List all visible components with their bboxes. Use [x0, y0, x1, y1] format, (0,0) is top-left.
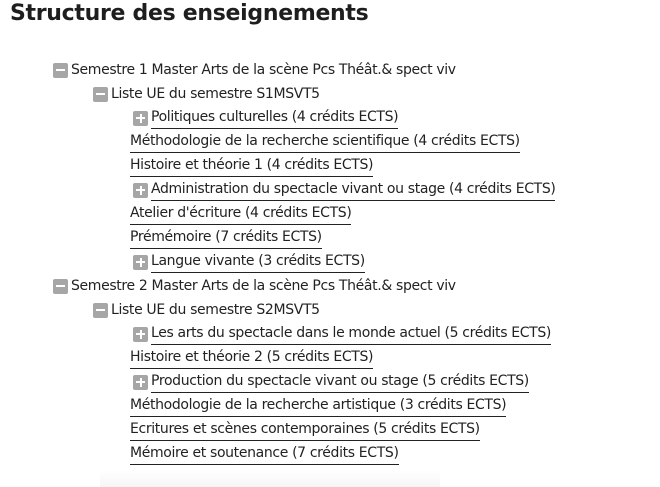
course-link[interactable]: Méthodologie de la recherche scientifique (4 crédits ECTS) [130, 131, 520, 153]
collapse-icon[interactable] [53, 63, 68, 78]
course-structure-tree [0, 58, 660, 466]
page-title: Structure des enseignements [10, 1, 369, 26]
tree-node-course[interactable] [0, 154, 660, 178]
ue-list-s2-label: Liste UE du semestre S2MSVT5 [111, 302, 320, 318]
course-link[interactable]: Langue vivante (3 crédits ECTS) [151, 251, 365, 273]
course-link[interactable]: Histoire et théorie 1 (4 crédits ECTS) [130, 155, 373, 177]
tree-node-course[interactable] [0, 178, 660, 202]
expand-icon[interactable] [133, 375, 148, 390]
expand-icon[interactable] [133, 111, 148, 126]
tree-node-course[interactable] [0, 322, 660, 346]
tree-node-course[interactable] [0, 346, 660, 370]
tree-node-course[interactable] [0, 442, 660, 466]
tree-node-course[interactable] [0, 202, 660, 226]
tree-node-course[interactable] [0, 130, 660, 154]
collapse-icon[interactable] [53, 279, 68, 294]
collapse-icon[interactable] [93, 303, 108, 318]
tree-node-semester-1[interactable] [0, 58, 660, 82]
course-link[interactable]: Histoire et théorie 2 (5 crédits ECTS) [130, 347, 373, 369]
tree-node-course[interactable] [0, 226, 660, 250]
expand-icon[interactable] [133, 183, 148, 198]
tree-node-course[interactable] [0, 250, 660, 274]
expand-icon[interactable] [133, 255, 148, 270]
course-link[interactable]: Production du spectacle vivant ou stage (5 crédits ECTS) [151, 371, 529, 393]
tree-node-course[interactable] [0, 394, 660, 418]
bottom-shadow [100, 470, 440, 487]
tree-node-course[interactable] [0, 106, 660, 130]
course-link[interactable]: Méthodologie de la recherche artistique (3 crédits ECTS) [130, 395, 506, 417]
collapse-icon[interactable] [93, 87, 108, 102]
tree-node-semester-2[interactable] [0, 274, 660, 298]
course-link[interactable]: Les arts du spectacle dans le monde actuel (5 crédits ECTS) [151, 323, 551, 345]
course-link[interactable]: Politiques culturelles (4 crédits ECTS) [151, 107, 398, 129]
ue-list-s1-label: Liste UE du semestre S1MSVT5 [111, 86, 320, 102]
course-link[interactable]: Atelier d'écriture (4 crédits ECTS) [130, 203, 351, 225]
expand-icon[interactable] [133, 327, 148, 342]
course-link[interactable]: Ecritures et scènes contemporaines (5 crédits ECTS) [130, 419, 480, 441]
semester-1-label: Semestre 1 Master Arts de la scène Pcs Théât.& spect viv [71, 62, 456, 78]
course-link[interactable]: Mémoire et soutenance (7 crédits ECTS) [130, 443, 399, 465]
tree-node-ue-list-s1[interactable] [0, 82, 660, 106]
course-link[interactable]: Prémémoire (7 crédits ECTS) [130, 227, 322, 249]
tree-node-course[interactable] [0, 370, 660, 394]
semester-2-label: Semestre 2 Master Arts de la scène Pcs Théât.& spect viv [71, 278, 456, 294]
tree-node-ue-list-s2[interactable] [0, 298, 660, 322]
tree-node-course[interactable] [0, 418, 660, 442]
course-link[interactable]: Administration du spectacle vivant ou stage (4 crédits ECTS) [151, 179, 555, 201]
